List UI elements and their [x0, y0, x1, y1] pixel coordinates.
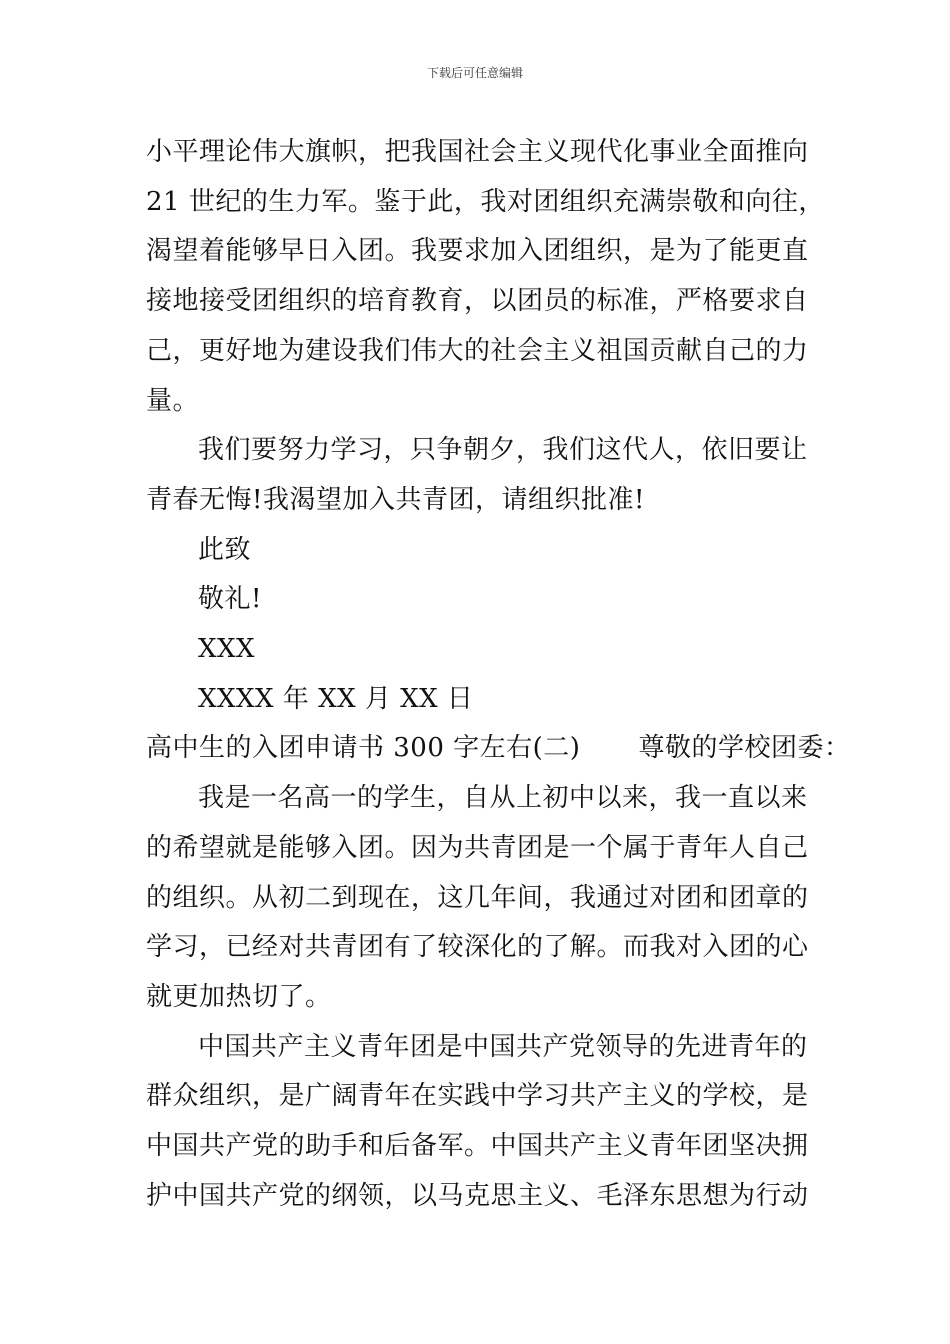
text-line: 学习，已经对共青团有了较深化的了解。而我对入团的心 [146, 932, 809, 963]
signature-name: XXX [198, 634, 256, 665]
text-line: 我是一名高一的学生，自从上初中以来，我一直以来 [198, 783, 808, 814]
text-line: 21 世纪的生力军。鉴于此，我对团组织充满崇敬和向往， [146, 186, 825, 217]
text-line: 量。 [146, 385, 200, 416]
text-line: 渴望着能够早日入团。我要求加入团组织，是为了能更直 [146, 236, 809, 267]
text-line: 中国共产党的助手和后备军。中国共产主义青年团坚决拥 [146, 1131, 809, 1162]
text-line: 我们要努力学习，只争朝夕，我们这代人，依旧要让 [198, 435, 808, 466]
section-heading: 高中生的入团申请书 300 字左右(二) [146, 733, 581, 764]
text-line: 小平理论伟大旗帜，把我国社会主义现代化事业全面推向 [146, 137, 809, 167]
text-line: 己，更好地为建设我们伟大的社会主义祖国贡献自己的力 [146, 335, 809, 366]
text-line: 就更加热切了。 [146, 981, 332, 1012]
document-body [146, 128, 851, 1221]
header-note: 下载后可任意编辑 [426, 66, 523, 80]
closing-regards: 敬礼! [198, 584, 262, 615]
text-line: 的希望就是能够入团。因为共青团是一个属于青年人自己 [146, 832, 809, 863]
closing-salutation: 此致 [198, 534, 252, 565]
text-line: 护中国共产党的纲领，以马克思主义、毛泽东思想为行动 [146, 1180, 809, 1211]
text-line: 中国共产主义青年团是中国共产党领导的先进青年的 [198, 1031, 808, 1062]
text-line: 接地接受团组织的培育教育，以团员的标准，严格要求自 [146, 286, 809, 317]
greeting: 尊敬的学校团委： [638, 733, 851, 764]
signature-date: XXXX 年 XX 月 XX 日 [198, 683, 474, 714]
section-heading-line [146, 724, 851, 774]
text-line: 群众组织，是广阔青年在实践中学习共产主义的学校，是 [146, 1081, 809, 1112]
text-line: 的组织。从初二到现在，这几年间，我通过对团和团章的 [146, 882, 809, 913]
text-line: 青春无悔!我渴望加入共青团，请组织批准! [146, 484, 645, 515]
